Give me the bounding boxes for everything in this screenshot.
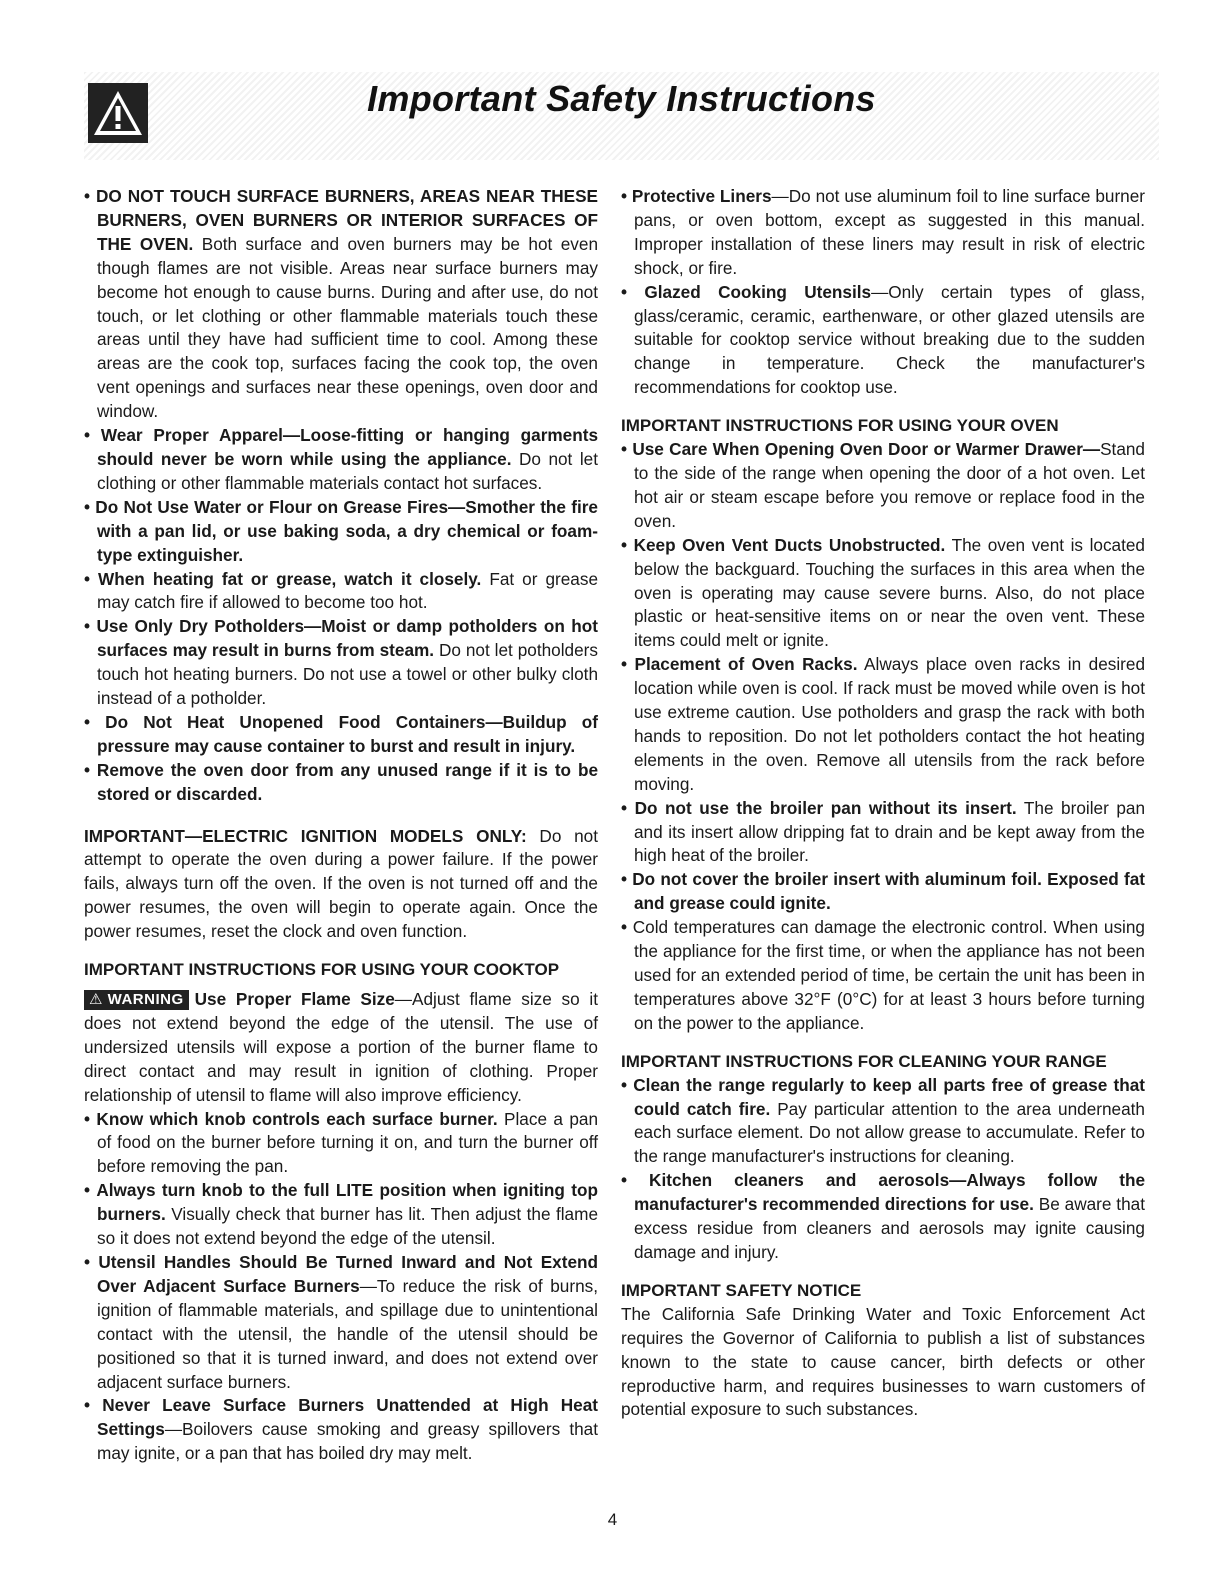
list-item: • Do not cover the broiler insert with aluminum foil. Exposed fat and grease could ignite. — [621, 868, 1145, 916]
list-item: ⚠ WARNING Use Proper Flame Size—Adjust flame size so it does not extend beyond the edge of the utensil. The use of undersized utensils will expose a portion of the burner flame to direct contact and may result in ignition of clothing. Proper relationship of utensil to flame will also improve efficiency. — [84, 989, 598, 1105]
list-item: • DO NOT TOUCH SURFACE BURNERS, AREAS NEAR THESE BURNERS, OVEN BURNERS OR INTERIOR SURFACES OF THE OVEN. Both surface and oven burners may be hot even though flames are not visible. Areas near surface burners may become hot enough to cause burns. During and after use, do not touch, or let clothing or other flammable materials touch these areas until they have had sufficient time to cool. Among these areas are the cook top, surfaces facing the cook top, the oven vent openings and surfaces near these openings, oven door and window. — [84, 185, 598, 424]
list-item: • Kitchen cleaners and aerosols—Always follow the manufacturer's recommended directions for use. Be aware that excess residue from cleaners and aerosols may ignite causing damage and injury. — [621, 1169, 1145, 1265]
list-item: • Do Not Use Water or Flour on Grease Fires—Smother the fire with a pan lid, or use baking soda, a dry chemical or foam-type extinguisher. — [84, 496, 598, 568]
notice-heading: IMPORTANT SAFETY NOTICE — [621, 1280, 862, 1300]
cleaning-heading: IMPORTANT INSTRUCTIONS FOR CLEANING YOUR RANGE — [621, 1051, 1107, 1071]
list-item: • Clean the range regularly to keep all parts free of grease that could catch fire. Pay particular attention to the area underneath each surface element. Do not allow grease to accumulate. Refer to the range manufacturer's instructions for cleaning. — [621, 1074, 1145, 1170]
list-item: • Do not use the broiler pan without its insert. The broiler pan and its insert allow dripping fat to drain and be kept away from the high heat of the broiler. — [621, 797, 1145, 869]
cooktop-heading: IMPORTANT INSTRUCTIONS FOR USING YOUR COOKTOP — [84, 960, 560, 980]
list-item: • Never Leave Surface Burners Unattended at High Heat Settings—Boilovers cause smoking and greasy spillovers that may ignite, or a pan that has boiled dry may melt. — [84, 1394, 598, 1466]
list-item: • Always turn knob to the full LITE position when igniting top burners. Visually check that burner has lit. Then adjust the flame so it does not extend beyond the edge of the utensil. — [84, 1179, 598, 1251]
list-item: • Wear Proper Apparel—Loose-fitting or hanging garments should never be worn while using the appliance. Do not let clothing or other flammable materials contact hot surfaces. — [84, 424, 598, 496]
list-item: • Remove the oven door from any unused range if it is to be stored or discarded. — [84, 759, 598, 807]
list-item: • Keep Oven Vent Ducts Unobstructed. The oven vent is located below the backguard. Touching the surfaces in this area when the oven is operating may cause severe burns. Also, do not place plastic or heat-sensitive items on or near the oven vent. These items could melt or ignite. — [621, 534, 1145, 654]
left-column — [84, 185, 598, 1466]
list-item: • When heating fat or grease, watch it closely. Fat or grease may catch fire if allowed to become too hot. — [84, 568, 598, 616]
electric-ignition-note: IMPORTANT—ELECTRIC IGNITION MODELS ONLY: Do not attempt to operate the oven during a power failure. If the power fails, always turn off the oven. If the oven is not turned off and the power resumes, the oven will begin to operate again. Once the power resumes, reset the clock and oven function. — [84, 825, 599, 942]
list-item: • Placement of Oven Racks. Always place oven racks in desired location while oven is cool. If rack must be moved while oven is hot use extreme caution. Use potholders and grasp the rack with both hands to reposition. Do not let potholders contact the hot heating elements in the oven. Remove all utensils from the rack before moving. — [621, 653, 1145, 796]
page-title: Important Safety Instructions — [367, 78, 876, 119]
right-column — [621, 185, 1145, 1422]
list-item: • Utensil Handles Should Be Turned Inward and Not Extend Over Adjacent Surface Burners—To reduce the risk of burns, ignition of flammable materials, and spillage due to unintentional contact with the utensil, the handle of the utensil should be positioned so that it is turned inward, and does not extend over adjacent surface burners. — [84, 1251, 598, 1394]
warning-badge: ⚠ WARNING — [84, 990, 189, 1010]
header-banner — [84, 72, 1159, 160]
oven-heading: IMPORTANT INSTRUCTIONS FOR USING YOUR OVEN — [621, 416, 1059, 436]
list-item: • Cold temperatures can damage the electronic control. When using the appliance for the first time, or when the appliance has not been used for an extended period of time, be certain the unit has been in temperatures above 32°F (0°C) for at least 3 hours before turning on the power to the appliance. — [621, 916, 1145, 1036]
list-item: • Do Not Heat Unopened Food Containers—Buildup of pressure may cause container to burst and result in injury. — [84, 711, 598, 759]
list-item: • Know which knob controls each surface burner. Place a pan of food on the burner before turning it on, and turn the burner off before removing the pan. — [84, 1108, 598, 1180]
list-item: • Use Only Dry Potholders—Moist or damp potholders on hot surfaces may result in burns from steam. Do not let potholders touch hot heating burners. Do not use a towel or other bulky cloth instead of a potholder. — [84, 615, 598, 711]
page-number: 4 — [607, 1510, 618, 1529]
notice-text: The California Safe Drinking Water and Toxic Enforcement Act requires the Governor of California to publish a list of substances known to the state to cause cancer, birth defects or other reproductive harm, and requires businesses to warn customers of potential exposure to such substances. — [621, 1303, 1145, 1420]
list-item: • Glazed Cooking Utensils—Only certain types of glass, glass/ceramic, ceramic, earthenware, or other glazed utensils are suitable for cooktop service without breaking due to the sudden change in temperature. Check the manufacturer's recommendations for cooktop use. — [621, 281, 1145, 401]
list-item: • Use Care When Opening Oven Door or Warmer Drawer—Stand to the side of the range when opening the door of a hot oven. Let hot air or steam escape before you remove or replace food in the oven. — [621, 438, 1145, 534]
list-item: • Protective Liners—Do not use aluminum foil to line surface burner pans, or oven bottom, except as suggested in this manual. Improper installation of these liners may result in risk of electric shock, or fire. — [621, 185, 1145, 281]
